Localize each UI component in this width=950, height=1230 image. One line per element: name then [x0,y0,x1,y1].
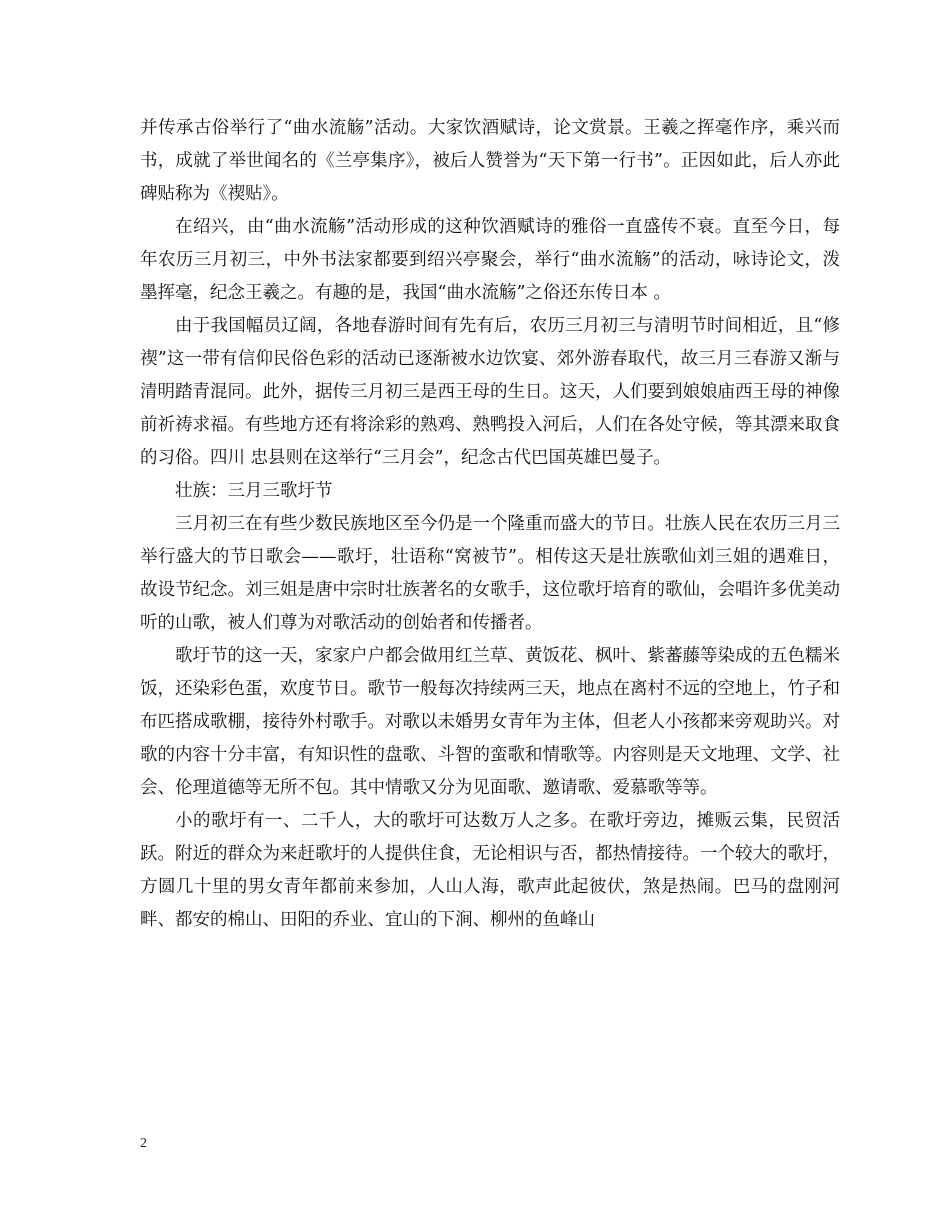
document-body [140,112,840,937]
paragraph-1: 并传承古俗举行了“曲水流觞”活动。大家饮酒赋诗，论文赏景。王羲之挥毫作序，乘兴而书，成就了举世闻名的《兰亭集序》，被后人赞誉为“天下第一行书”。正因如此，后人亦此碑贴称为《禊贴》。 [140,118,840,204]
paragraph-5: 歌圩节的这一天，家家户户都会做用红兰草、黄饭花、枫叶、紫蕃藤等染成的五色糯米饭，还染彩色蛋，欢度节日。歌节一般每次持续两三天，地点在离村不远的空地上，竹子和布匹搭成歌棚，接待外村歌手。对歌以未婚男女青年为主体，但老人小孩都来旁观助兴。对歌的内容十分丰富，有知识性的盘歌、斗智的蛮歌和情歌等。内容则是天文地理、文学、社会、伦理道德等无所不包。其中情歌又分为见面歌、邀请歌、爱慕歌等等。 [140,646,840,798]
section-heading-zhuang-festival: 壮族：三月三歌圩节 [175,481,333,501]
paragraph-3: 由于我国幅员辽阔，各地春游时间有先有后，农历三月初三与清明节时间相近，且“修禊”这一带有信仰民俗色彩的活动已逐渐被水边饮宴、郊外游春取代，故三月三春游又渐与清明踏青混同。此外，据传三月初三是西王母的生日。这天，人们要到娘娘庙西王母的神像前祈祷求福。有些地方还有将涂彩的熟鸡、熟鸭投入河后，人们在各处守候，等其漂来取食的习俗。四川 忠县则在这举行“三月会”，纪念古代巴国英雄巴曼子。 [140,316,840,468]
paragraph-2: 在绍兴，由“曲水流觞”活动形成的这种饮酒赋诗的雅俗一直盛传不衰。直至今日，每年农历三月初三，中外书法家都要到绍兴亭聚会，举行“曲水流觞”的活动，咏诗论文，泼墨挥毫，纪念王羲之。有趣的是，我国“曲水流觞”之俗还东传日本 。 [140,217,840,303]
paragraph-6: 小的歌圩有一、二千人，大的歌圩可达数万人之多。在歌圩旁边，摊贩云集，民贸活跃。附近的群众为来赶歌圩的人提供住食，无论相识与否，都热情接待。一个较大的歌圩，方圆几十里的男女青年都前来参加，人山人海，歌声此起彼伏，煞是热闹。巴马的盘刚河畔、都安的棉山、田阳的乔业、宜山的下涧、柳州的鱼峰山 [140,811,840,930]
page-number: 2 [140,1136,147,1151]
paragraph-4: 三月初三在有些少数民族地区至今仍是一个隆重而盛大的节日。壮族人民在农历三月三举行盛大的节日歌会——歌圩，壮语称“窝被节”。相传这天是壮族歌仙刘三姐的遇难日，故设节纪念。刘三姐是唐中宗时壮族著名的女歌手，这位歌圩培育的歌仙，会唱许多优美动听的山歌，被人们尊为对歌活动的创始者和传播者。 [140,514,840,633]
